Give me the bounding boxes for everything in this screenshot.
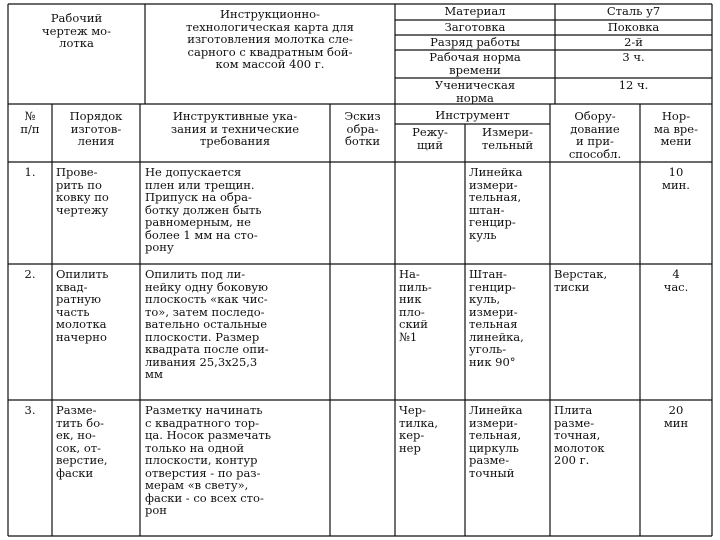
info-value-student-norm: 12 ч.	[618, 78, 649, 92]
row-2-measuring-tool: Штан- генцир- куль, измери- тельная линейка, уголь- ник 90°	[469, 267, 524, 369]
info-value-blank: Поковка	[607, 20, 660, 34]
info-value-material: Сталь у7	[606, 4, 661, 18]
column-header-order: Порядок изготов- ления	[69, 109, 123, 148]
row-3-number: 3.	[24, 403, 36, 417]
row-3-measuring-tool: Линейка измери- тельная, циркуль разме- точный	[469, 403, 523, 480]
column-header-number: № п/п	[20, 109, 40, 136]
row-2-cutting-tool: На- пиль- ник пло- ский №1	[399, 267, 432, 344]
column-header-sketch: Эскиз обра- ботки	[344, 109, 381, 148]
row-2-number: 2.	[24, 267, 36, 281]
row-2-instructions: Опилить под ли- нейку одну боковую плоскость «как чис- то», затем последо- вательно остальные плоскости. Размер квадрата после опи- ливания 25,3х25,3 мм	[145, 267, 269, 381]
card-title: Инструкционно- технологическая карта для изготовления молотка сле- сарного с квадратным бой- ком массой 400 г.	[186, 7, 354, 71]
info-value-grade: 2-й	[624, 35, 643, 49]
info-label-work-norm: Рабочая норма времени	[429, 50, 521, 77]
info-label-material: Материал	[444, 4, 506, 18]
row-3-equipment: Плита разме- точная, молоток 200 г.	[554, 403, 605, 467]
info-value-work-norm: 3 ч.	[622, 50, 645, 64]
row-1-instructions: Не допускается плен или трещин. Припуск на обра- ботку должен быть равномерным, не более 1 мм на сто- рону	[145, 165, 262, 254]
column-header-measuring: Измери- тельный	[481, 125, 534, 152]
column-header-equipment: Обору- дование и при- способл.	[568, 109, 622, 161]
column-header-instrument: Инструмент	[435, 108, 510, 122]
column-header-time-norm: Нор- ма вре- мени	[654, 109, 698, 148]
info-label-blank: Заготовка	[444, 20, 506, 34]
row-1-time: 10 мин.	[662, 165, 690, 192]
info-label-student-norm: Ученическая норма	[434, 78, 516, 105]
column-header-cutting: Режу- щий	[412, 125, 448, 152]
row-2-order: Опилить квад- ратную часть молотка начерно	[56, 267, 109, 344]
row-3-instructions: Разметку начинать с квадратного тор- ца. Носок размечать только на одной плоскости, контур отверстия - по раз- мерам «в свету», фаски - со всех сто- рон	[145, 403, 272, 517]
row-1-measuring-tool: Линейка измери- тельная, штан- генцир- куль	[469, 165, 523, 242]
row-3-cutting-tool: Чер- тилка, кер- нер	[399, 403, 439, 455]
row-1-number: 1.	[24, 165, 36, 179]
working-drawing-title: Рабочий чертеж мо- лотка	[42, 11, 111, 50]
row-1-order: Прове- рить по ковку по чертежу	[56, 165, 109, 217]
column-header-instructions: Инструктивные ука- зания и технические требования	[170, 109, 300, 148]
row-2-equipment: Верстак, тиски	[554, 267, 608, 294]
info-label-grade: Разряд работы	[430, 35, 520, 49]
row-3-time: 20 мин	[663, 403, 689, 430]
row-3-order: Разме- тить бо- ек, но- сок, от- верстие, фаски	[56, 403, 108, 480]
row-2-time: 4 час.	[663, 267, 689, 294]
